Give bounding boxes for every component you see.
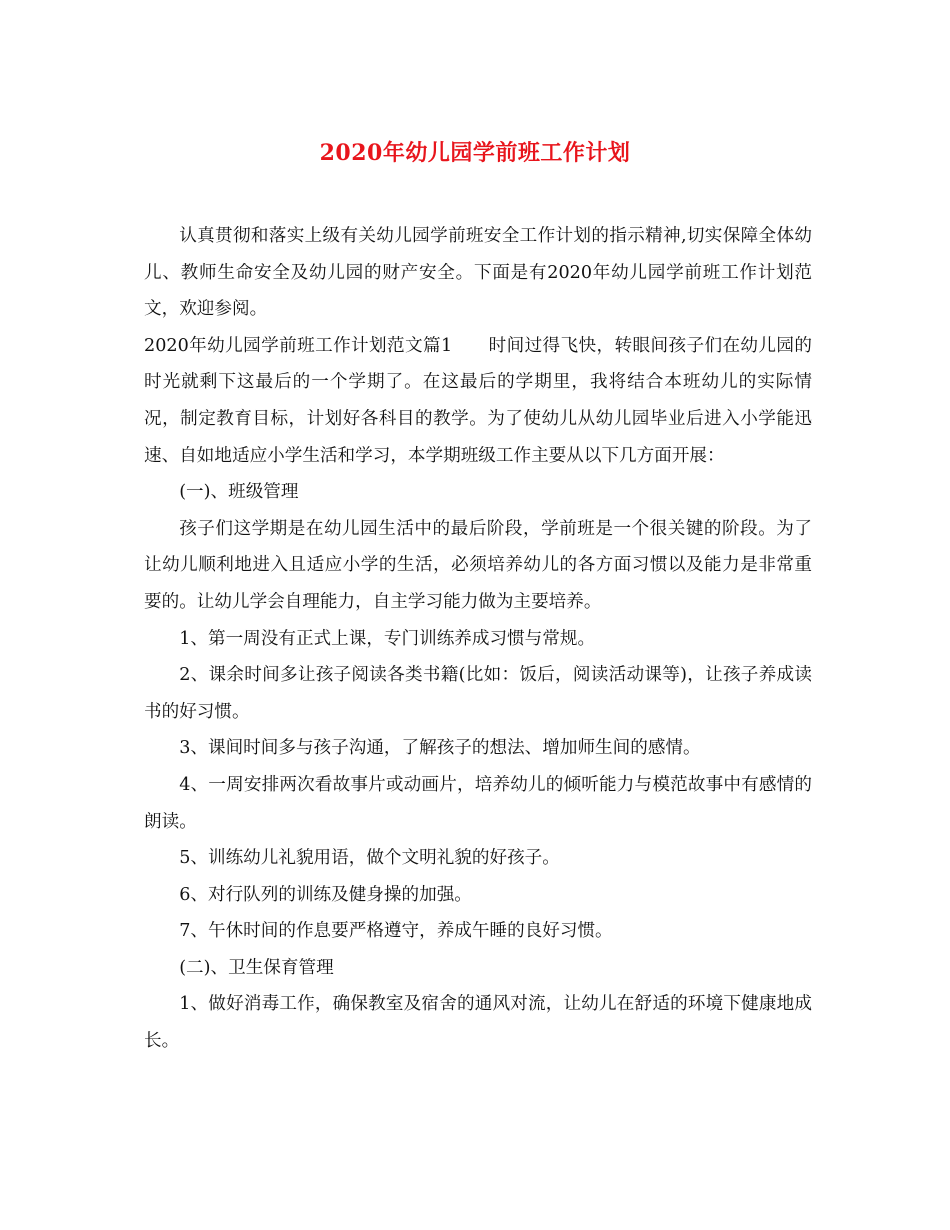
document-title: 2020年幼儿园学前班工作计划 — [319, 140, 631, 166]
section-heading: 2020年幼儿园学前班工作计划范文篇1 — [144, 335, 453, 356]
document-body — [144, 218, 812, 1060]
list-item: 7、午休时间的作息要严格遵守，养成午睡的良好习惯。 — [179, 921, 613, 942]
list-item: 4、一周安排两次看故事片或动画片，培养幼儿的倾听能力与模范故事中有感情的朗读。 — [144, 774, 812, 832]
section-paragraph — [144, 328, 812, 474]
list-item: 2、课余时间多让孩子阅读各类书籍(比如：饭后，阅读活动课等)，让孩子养成读书的好习惯。 — [144, 665, 812, 722]
list-item: 5、训练幼儿礼貌用语，做个文明礼貌的好孩子。 — [179, 848, 560, 869]
list-item: 1、做好消毒工作，确保教室及宿舍的通风对流，让幼儿在舒适的环境下健康地成长。 — [144, 994, 812, 1052]
list-item: 3、课间时间多与孩子沟通，了解孩子的想法、增加师生间的感情。 — [179, 738, 701, 759]
list-item: 6、对行队列的训练及健身操的加强。 — [179, 884, 472, 905]
intro-paragraph: 认真贯彻和落实上级有关幼儿园学前班安全工作计划的指示精神,切实保障全体幼儿、教师生命安全及幼儿园的财产安全。下面是有2020年幼儿园学前班工作计划范文，欢迎参阅。 — [144, 226, 812, 320]
part2-heading: (二)、卫生保育管理 — [179, 957, 334, 978]
part1-intro: 孩子们这学期是在幼儿园生活中的最后阶段，学前班是一个很关键的阶段。为了让幼儿顺利地进入且适应小学的生活，必须培养幼儿的各方面习惯以及能力是非常重要的。让幼儿学会自理能力，自主学习能力做为主要培养。 — [144, 518, 812, 612]
list-item: 1、第一周没有正式上课，专门训练养成习惯与常规。 — [179, 628, 596, 649]
section-intro: 时间过得飞快，转眼间孩子们在幼儿园的时光就剩下这最后的一个学期了。在这最后的学期里，我将结合本班幼儿的实际情况，制定教育目标，计划好各科目的教学。为了使幼儿从幼儿园毕业后进入小学能迅速、自如地适应小学生活和学习，本学期班级工作主要从以下几方面开展： — [144, 335, 812, 466]
part1-heading: (一)、班级管理 — [179, 482, 299, 503]
